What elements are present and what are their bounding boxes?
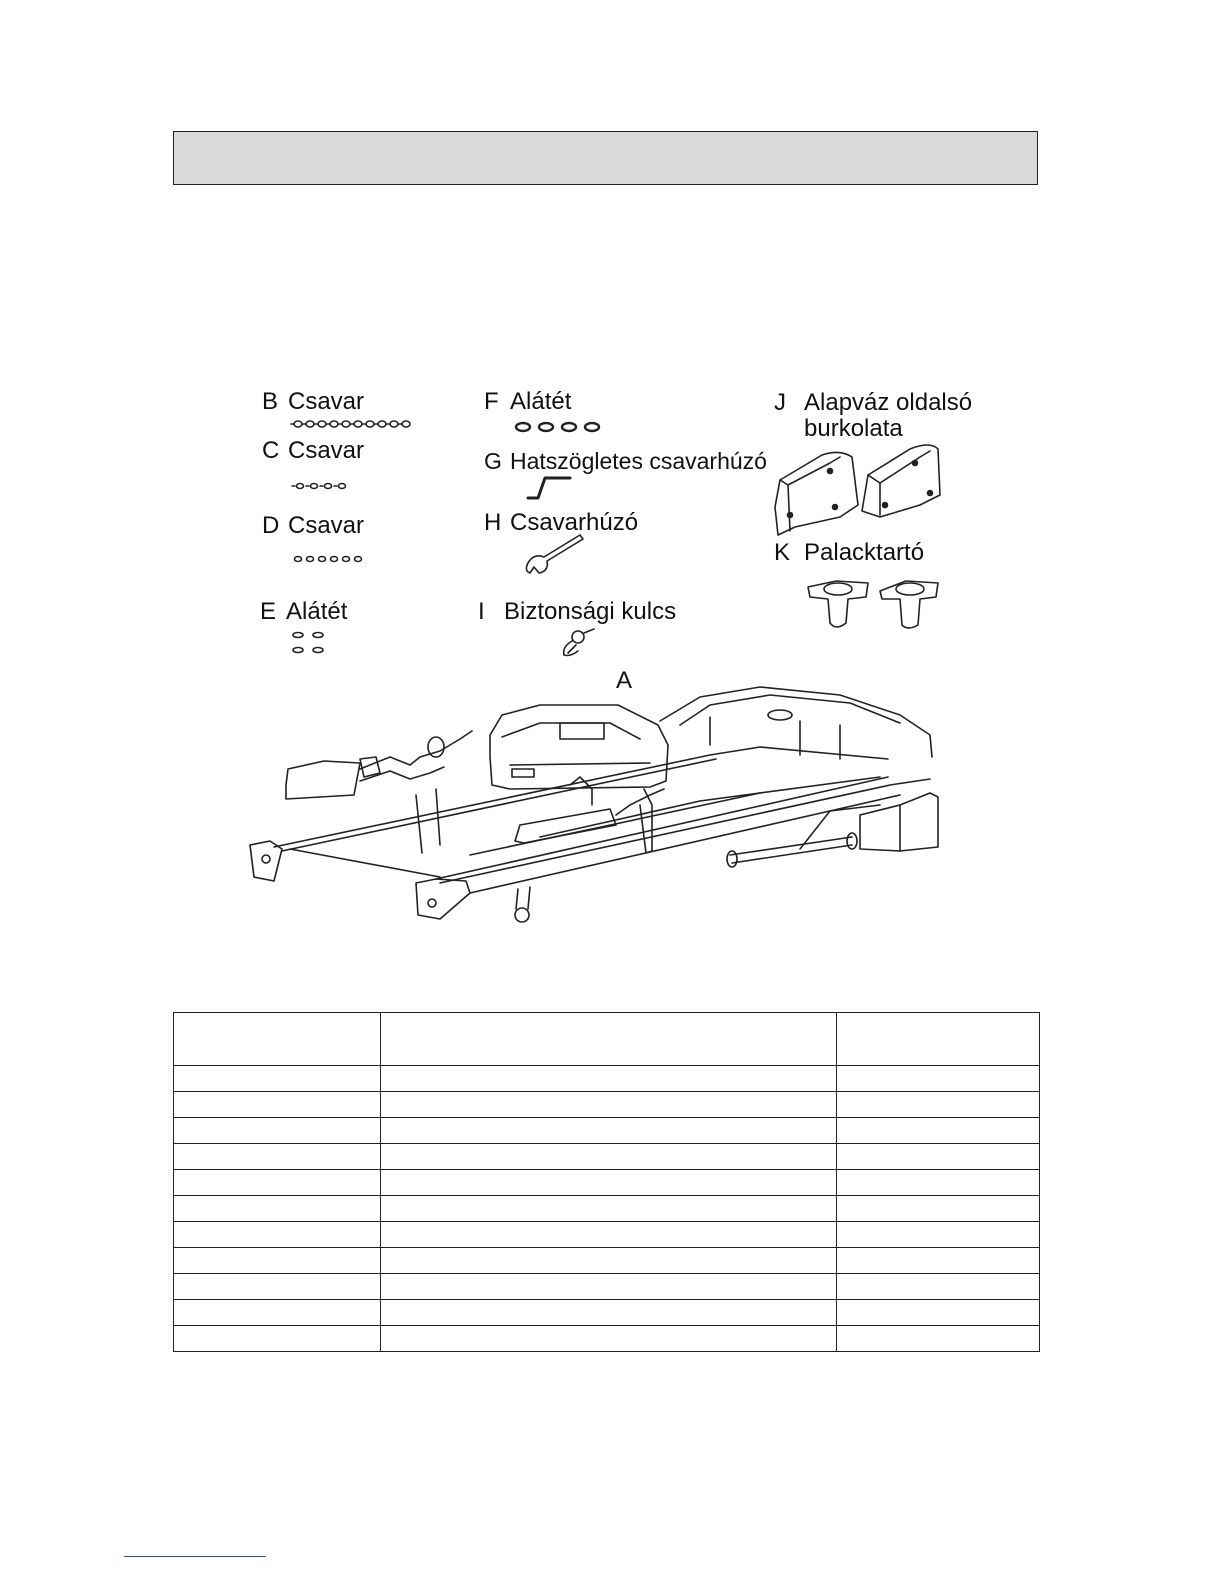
table-cell — [837, 1066, 1040, 1092]
table-row — [174, 1118, 1040, 1144]
table-cell — [381, 1196, 837, 1222]
bottle-holder-icon — [808, 581, 938, 628]
table-cell — [837, 1248, 1040, 1274]
wrench-icon — [526, 535, 583, 573]
table-cell — [837, 1300, 1040, 1326]
table-cell — [174, 1092, 381, 1118]
table-cell — [174, 1144, 381, 1170]
label-c: C Csavar — [262, 437, 365, 464]
table-row — [174, 1066, 1040, 1092]
table-cell — [174, 1248, 381, 1274]
table-cell — [381, 1170, 837, 1196]
table-cell — [174, 1196, 381, 1222]
safety-key-icon — [564, 629, 594, 656]
table-cell — [381, 1248, 837, 1274]
table-row — [174, 1248, 1040, 1274]
table-row — [174, 1170, 1040, 1196]
table-cell — [381, 1144, 837, 1170]
washer-f-icon — [516, 423, 599, 431]
label-j: J Alapváz oldalsó — [774, 389, 973, 416]
washer-e-icon — [293, 633, 323, 653]
treadmill-icon — [250, 687, 938, 922]
parts-table — [173, 1012, 1040, 1352]
table-cell — [174, 1326, 381, 1352]
table-cell — [837, 1170, 1040, 1196]
footnote-separator — [124, 1556, 266, 1557]
screw-b-icon — [291, 421, 410, 427]
table-header-cell — [381, 1013, 837, 1066]
table-cell — [381, 1300, 837, 1326]
table-row — [174, 1326, 1040, 1352]
table-cell — [837, 1274, 1040, 1300]
label-i: I Biztonsági kulcs — [478, 598, 677, 625]
screw-c-icon — [292, 484, 346, 489]
table-cell — [381, 1118, 837, 1144]
table-cell — [381, 1274, 837, 1300]
label-b: B Csavar — [262, 388, 365, 415]
table-cell — [381, 1326, 837, 1352]
table-cell — [837, 1222, 1040, 1248]
table-row — [174, 1092, 1040, 1118]
parts-drawing — [240, 385, 1000, 945]
table-cell — [381, 1092, 837, 1118]
hex-key-icon — [528, 478, 570, 498]
label-h: H Csavarhúzó — [484, 509, 639, 536]
label-a: A — [616, 667, 633, 694]
label-f: F Alátét — [484, 388, 572, 415]
label-g: G Hatszögletes csavarhúzó — [484, 448, 767, 474]
table-row — [174, 1274, 1040, 1300]
table-cell — [837, 1326, 1040, 1352]
table-cell — [837, 1092, 1040, 1118]
label-j-line2: burkolata — [804, 415, 903, 442]
table-row — [174, 1196, 1040, 1222]
table-header-cell — [837, 1013, 1040, 1066]
table-cell — [174, 1170, 381, 1196]
table-cell — [837, 1144, 1040, 1170]
label-d: D Csavar — [262, 512, 365, 539]
table-cell — [174, 1300, 381, 1326]
table-cell — [174, 1222, 381, 1248]
table-header-cell — [174, 1013, 381, 1066]
table-cell — [381, 1066, 837, 1092]
table-cell — [174, 1066, 381, 1092]
table-cell — [381, 1222, 837, 1248]
parts-figure — [240, 385, 1000, 945]
table-row — [174, 1222, 1040, 1248]
table-cell — [837, 1118, 1040, 1144]
header-bar — [173, 131, 1038, 185]
table-header-row — [174, 1013, 1040, 1066]
table-cell — [174, 1118, 381, 1144]
label-e: E Alátét — [260, 598, 348, 625]
table-cell — [174, 1274, 381, 1300]
label-k: K Palacktartó — [774, 539, 925, 566]
table-cell — [837, 1196, 1040, 1222]
table-row — [174, 1144, 1040, 1170]
screw-d-icon — [295, 557, 362, 562]
base-side-cover-icon — [775, 445, 940, 535]
table-row — [174, 1300, 1040, 1326]
